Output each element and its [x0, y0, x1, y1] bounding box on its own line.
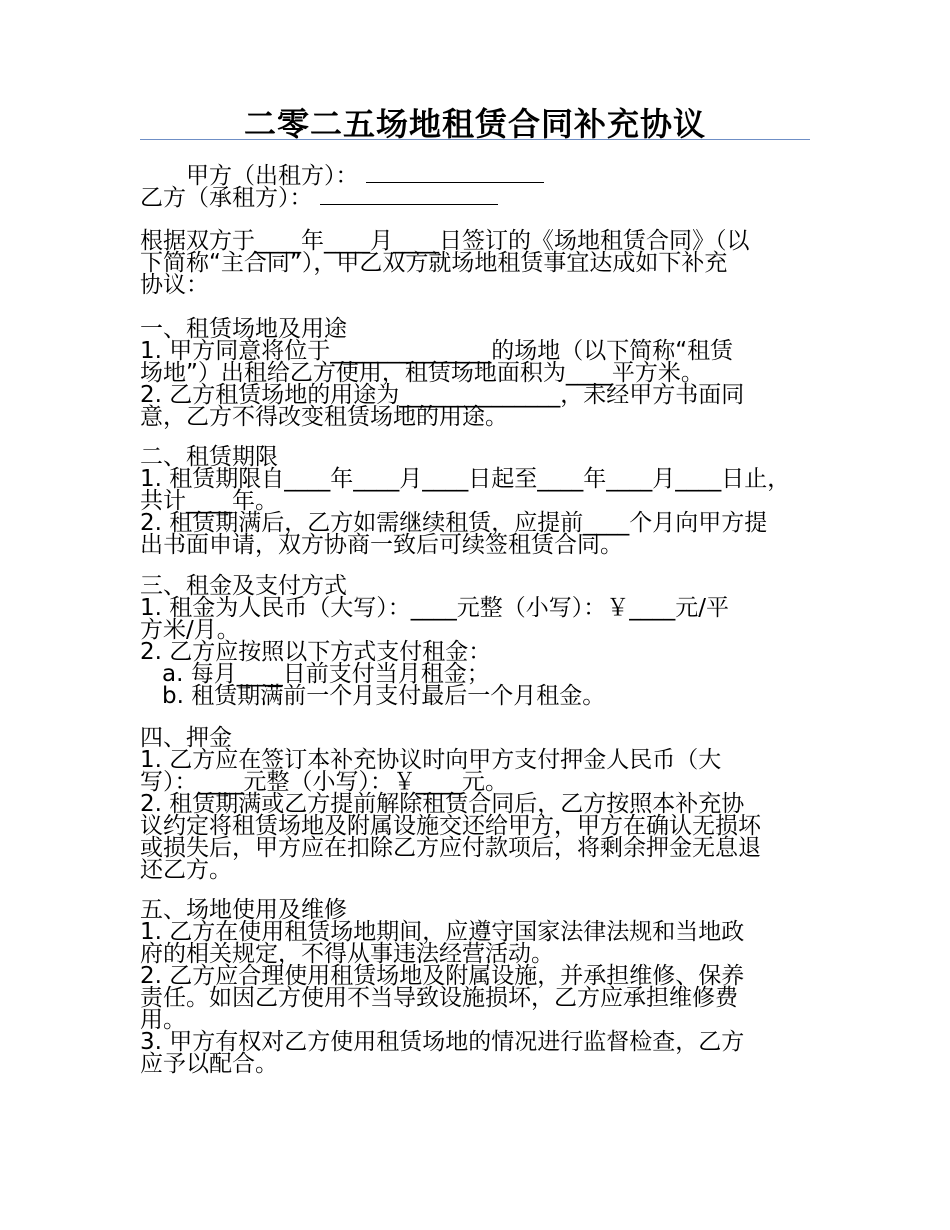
intro-line: 下简称“主合同”），甲乙双方就场地租赁事宜达成如下补充	[140, 250, 728, 276]
section-heading: 一、租赁场地及用途	[140, 316, 347, 342]
section-3	[140, 575, 812, 707]
intro-line: 根据双方于____年____月____日签订的《场地租赁合同》（以	[140, 228, 750, 254]
title-underline	[140, 139, 810, 140]
party-a-label: 甲方（出租方）：	[186, 163, 359, 189]
section-5	[140, 899, 812, 1075]
section-heading: 四、押金	[140, 725, 232, 751]
section-4	[140, 727, 812, 881]
section-line: 方米/月。	[140, 617, 240, 643]
section-line: 还乙方。	[140, 857, 232, 883]
section-line: 共计____年。	[140, 488, 278, 514]
intro-paragraph	[140, 230, 812, 296]
section-line: 2. 租赁期满后，乙方如需继续租赁，应提前____个月向甲方提	[140, 510, 768, 536]
section-heading: 二、租赁期限	[140, 444, 278, 470]
section-line: 3. 甲方有权对乙方使用租赁场地的情况进行监督检查，乙方	[140, 1029, 745, 1055]
section-line: 2. 乙方租赁场地的用途为______________，未经甲方书面同	[140, 382, 745, 408]
section-line: 意，乙方不得改变租赁场地的用途。	[140, 404, 508, 430]
section-line: 责任。如因乙方使用不当导致设施损坏，乙方应承担维修费	[140, 985, 738, 1011]
section-line: 用。	[140, 1007, 186, 1033]
section-heading: 三、租金及支付方式	[140, 573, 347, 599]
section-line: 2. 乙方应合理使用租赁场地及附属设施，并承担维修、保养	[140, 963, 745, 989]
section-line: 应予以配合。	[140, 1051, 278, 1077]
section-subline: b. 租赁期满前一个月支付最后一个月租金。	[162, 683, 606, 709]
section-line: 1. 租赁期限自____年____月____日起至____年____月____日止，	[140, 466, 791, 492]
section-subline: a. 每月____日前支付当月租金；	[162, 661, 490, 687]
section-line: 1. 甲方同意将位于______________的场地（以下简称“租赁	[140, 338, 734, 364]
section-line: 写）：____元整（小写）：￥____元。	[140, 769, 508, 795]
document-title: 二零二五场地租赁合同补充协议	[243, 105, 706, 143]
party-a-line	[140, 164, 858, 187]
section-line: 1. 乙方应在签订本补充协议时向甲方支付押金人民币（大	[140, 747, 722, 773]
party-b-blank[interactable]	[320, 186, 498, 205]
section-line: 出书面申请，双方协商一致后可续签租赁合同。	[140, 532, 623, 558]
section-heading: 五、场地使用及维修	[140, 897, 347, 923]
section-1	[140, 318, 812, 428]
party-b-label: 乙方（承租方）：	[140, 185, 313, 211]
section-line: 或损失后，甲方应在扣除乙方应付款项后，将剩余押金无息退	[140, 835, 761, 861]
section-line: 2. 乙方应按照以下方式支付租金：	[140, 639, 492, 665]
section-line: 府的相关规定，不得从事违法经营活动。	[140, 941, 554, 967]
section-line: 场地”）出租给乙方使用，租赁场地面积为____平方米。	[140, 360, 704, 386]
section-2	[140, 446, 812, 556]
section-line: 1. 租金为人民币（大写）：____元整（小写）：￥____元/平	[140, 595, 730, 621]
party-a-blank[interactable]	[366, 164, 544, 183]
party-b-line	[140, 186, 812, 209]
section-line: 1. 乙方在使用租赁场地期间，应遵守国家法律法规和当地政	[140, 919, 745, 945]
intro-line: 协议：	[140, 272, 209, 298]
section-line: 2. 租赁期满或乙方提前解除租赁合同后，乙方按照本补充协	[140, 791, 745, 817]
section-line: 议约定将租赁场地及附属设施交还给甲方，甲方在确认无损坏	[140, 813, 761, 839]
